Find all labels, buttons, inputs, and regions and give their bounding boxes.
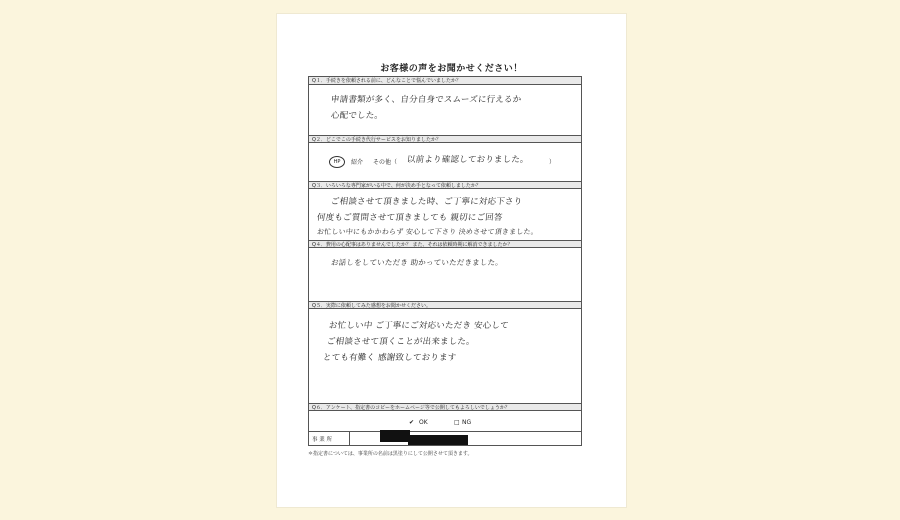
ng-option: NG bbox=[462, 419, 472, 426]
hp-option-circle: HP bbox=[329, 156, 345, 168]
answer-3-line-2: 何度もご質問させて頂きましても 親切にご回答 bbox=[316, 213, 504, 223]
question-6: Q６．アンケート、指定書のコピーをホームページ等で公開してもよろしいでしょうか？ bbox=[309, 403, 581, 411]
other-option-close: ） bbox=[549, 159, 556, 166]
redaction-block-1 bbox=[380, 430, 410, 442]
office-divider bbox=[349, 432, 350, 446]
redaction-block-2 bbox=[408, 435, 468, 445]
answer-5-line-3: とても有難く 感謝致しております bbox=[322, 353, 457, 363]
answer-1-line-1: 申請書類が多く、自分自身でスムーズに行えるか bbox=[330, 95, 522, 105]
footnote: ＊指定書については、事業所の名前は黒塗りにして公開させて頂きます。 bbox=[308, 451, 473, 457]
answer-5-line-1: お忙しい中 ご丁寧にご対応いただき 安心して bbox=[328, 321, 510, 331]
question-1: Q１．手続きを依頼される前に、どんなことで悩んでいましたか？ bbox=[309, 77, 581, 85]
intro-option: 紹介 bbox=[351, 159, 364, 166]
survey-title: お客様の声をお聞かせください！ bbox=[380, 64, 523, 74]
ng-checkbox-icon: □ bbox=[454, 419, 460, 426]
question-3: Q３．いろいろな専門家がいる中で、何が決め手となって依頼しましたか？ bbox=[309, 181, 581, 189]
check-mark-icon: ✔ bbox=[409, 419, 415, 426]
question-5: Q５．実際に依頼してみた感想をお聞かせください。 bbox=[309, 301, 581, 309]
answer-4-line-1: お話しをしていただき 助かっていただきました。 bbox=[330, 258, 504, 267]
office-label: 事 業 所 bbox=[312, 437, 332, 443]
ok-option: OK bbox=[419, 419, 428, 426]
answer-5-line-2: ご相談させて頂くことが出来ました。 bbox=[326, 337, 476, 347]
question-4: Q４．費用の心配事はありませんでしたか？ また、それは依頼時期に解消できましたか？ bbox=[309, 240, 581, 248]
other-option: その他（ bbox=[373, 159, 398, 166]
answer-1-line-2: 心配でした。 bbox=[330, 111, 384, 121]
answer-2-other: 以前より確認しておりました。 bbox=[406, 155, 530, 165]
question-2: Q２．どこでこの手続き代行サービスをお知りましたか？ bbox=[309, 135, 581, 143]
survey-form bbox=[308, 76, 582, 446]
answer-3-line-1: ご相談させて頂きました時、ご丁寧に対応下さり bbox=[330, 197, 523, 207]
answer-3-line-3: お忙しい中にもかかわらず 安心して下さり 決めさせて頂きました。 bbox=[316, 228, 539, 236]
